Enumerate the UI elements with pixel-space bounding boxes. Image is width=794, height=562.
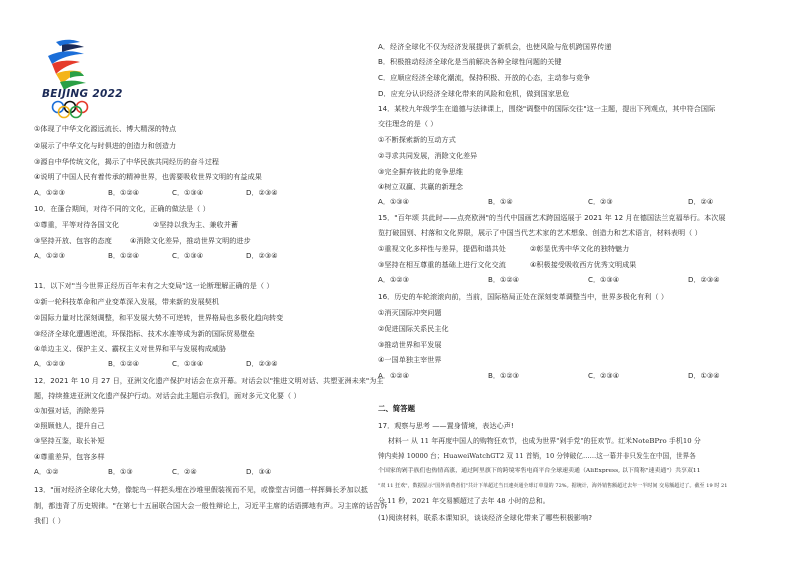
q9-option-4: ④说明了中国人民有着传承的精神世界，也需要吸收世界文明的有益成果 <box>34 172 262 181</box>
q11-option-2: ②国际力量对比深刻调整，和平发展大势不可逆转，世界格局也多极化趋向转变 <box>34 313 284 322</box>
q11-choice-c[interactable]: C．①③④ <box>172 359 204 368</box>
q12-option-2: ②照顾他人，提升自己 <box>34 421 105 430</box>
q15-choice-d[interactable]: D．②③④ <box>688 275 720 284</box>
q15-option-4: ④积极接受吸收西方优秀文明成果 <box>530 260 637 269</box>
q12-choice-b[interactable]: B．①③ <box>108 467 133 476</box>
q13-stem-line-2: 制，都违背了历史规律。"在第七十五届联合国大会一般性辩论上，习近平主席的话语掷地有声。习主席的话告诉 <box>34 501 388 510</box>
q10-option-2: ②坚持以我为主、兼收并蓄 <box>153 220 238 229</box>
q13-stem-line-1: 13．"面对经济全球化大势，像鸵鸟一样把头埋在沙堆里假装视而不见，或像堂吉诃德一样挥舞长矛加以抵 <box>34 485 368 494</box>
q17-material-line-3: 个国家的剁手族们也热情高涨，通过阿里旗下的跨境零售电商平台全球速卖通（AliExpress, 以下简称"速卖通"）共享双11 <box>378 468 701 474</box>
q17-material-line-1: 材料一 从 11 年再度中国人的购物狂欢节，也成为世界"剁手党"的狂欢节。红米NoteBPro 手机10 分 <box>388 437 701 445</box>
q11-choice-b[interactable]: B．①②④ <box>108 359 140 368</box>
q16-choice-a[interactable]: A．①②④ <box>378 371 410 380</box>
q9-choice-a[interactable]: A．①②③ <box>34 188 66 197</box>
q17-material-line-4: "双 11 狂欢"，数据显示"国外消费者们"共计下单超过当日速卖通全球订单量的 72%。据统计，海外销售额超过去年一半时间 交易额超过了。截至 19 时 21 <box>378 483 728 489</box>
q9-option-1: ①体现了中华文化源远流长、博大精深的特点 <box>34 124 177 133</box>
q9-option-2: ②展示了中华文化与时俱进的创造力和创造力 <box>34 141 177 150</box>
q16-option-4: ④一国单独主宰世界 <box>378 355 442 364</box>
q12-choice-d[interactable]: D．③④ <box>246 467 272 476</box>
q12-stem-line-2: 题，持续推进亚洲文化遗产保护行动。对话会此主题启示我们，面对多元文化要（ ） <box>34 391 301 400</box>
q13-option-c[interactable]: C．应顺应经济全球化潮流，保持积极、开放的心态，主动参与竞争 <box>378 73 591 82</box>
q14-option-2: ②寻求共同发展，消除文化差异 <box>378 151 478 160</box>
q10-option-3: ③坚持开放、包容的态度 <box>34 236 112 245</box>
q14-choice-a[interactable]: A．①③④ <box>378 197 410 206</box>
q12-stem-line-1: 12．2021 年 10 月 27 日，亚洲文化遗产保护对话会在京开幕。对话会以"推进文明对话、共塑亚洲未来"为主 <box>34 376 384 385</box>
q17-stem: 17．观察与思考 ——置身情境，表达心声! <box>378 421 514 430</box>
q14-stem-line-1: 14．某校九年级学生在道德与法律课上，围绕"调整中的国际交往"这一主题，提出下列观点，其中符合国际 <box>378 104 716 113</box>
section-heading: 二、简答题 <box>378 404 415 413</box>
q16-option-1: ①消灭国际冲突问题 <box>378 308 442 317</box>
q12-choice-a[interactable]: A．①② <box>34 467 59 476</box>
q11-option-1: ①新一轮科技革命和产业变革深入发展，带来新的发展契机 <box>34 297 220 306</box>
q14-stem-line-2: 交往理念的是（ ） <box>378 119 438 128</box>
q13-option-a[interactable]: A．经济全球化不仅为经济发展提供了新机会，也使风险与危机跨国界传递 <box>378 42 612 51</box>
q15-choice-a[interactable]: A．①②③ <box>378 275 410 284</box>
q15-option-2: ②彰显优秀中华文化的独特魅力 <box>530 244 630 253</box>
beijing-2022-emblem-logo <box>40 36 123 122</box>
q16-choice-c[interactable]: C．②③④ <box>588 371 620 380</box>
q16-option-3: ③推动世界和平发展 <box>378 340 442 349</box>
q9-choice-c[interactable]: C．①③④ <box>172 188 204 197</box>
q9-choice-b[interactable]: B．①②④ <box>108 188 140 197</box>
q15-option-3: ③坚持在相互尊重的基础上进行文化交流 <box>378 260 506 269</box>
q14-option-3: ③完全摒弃彼此的竞争思维 <box>378 167 463 176</box>
q11-choice-d[interactable]: D．②③④ <box>246 359 278 368</box>
q13-option-b[interactable]: B．积极推动经济全球化是当前解决各种全球性问题的关键 <box>378 57 562 66</box>
q16-choice-d[interactable]: D．①③④ <box>688 371 720 380</box>
q9-option-3: ③源自中华传统文化，揭示了中华民族共同经历的奋斗过程 <box>34 157 220 166</box>
q14-option-1: ①不断探索新的互动方式 <box>378 135 456 144</box>
q13-option-d[interactable]: D．应充分认识经济全球化带来的风险和危机，做到国家思危 <box>378 89 570 98</box>
q17-question-1: (1)阅读材料，联系本课知识，谈谈经济全球化带来了哪些积极影响? <box>378 513 593 522</box>
q9-choice-d[interactable]: D．②③④ <box>246 188 278 197</box>
q10-choice-a[interactable]: A．①②③ <box>34 251 66 260</box>
q11-choice-a[interactable]: A．①②③ <box>34 359 66 368</box>
q10-choice-c[interactable]: C．①③④ <box>172 251 204 260</box>
q16-stem: 16．历史的车轮滚滚向前，当前，国际格局正处在深刻变革调整当中，世界多极化有利（ ） <box>378 292 669 301</box>
q17-material-line-2: 钟内卖掉 10000 台；HuaweiWatchGT2 双 11 首销，10 分钟破亿……这一幕并非只发生在中国，世界各 <box>378 452 696 460</box>
q12-choice-c[interactable]: C．②④ <box>172 467 197 476</box>
q15-choice-c[interactable]: C．①③④ <box>588 275 620 284</box>
q17-material-line-5: 分 11 秒，2021 年交易额超过了去年 48 小时的总和。 <box>378 497 550 505</box>
q16-option-2: ②促进国际关系民主化 <box>378 324 449 333</box>
emblem-ribbon-icon <box>40 36 108 92</box>
q10-stem: 10．在蓬合期间，对待不同的文化，正确的做法是（ ） <box>34 204 210 213</box>
q12-option-3: ③坚持互鉴，取长补短 <box>34 436 105 445</box>
q11-option-3: ③经济全球化遭遇逆流，环保指标、技术水准等成为新的国际贸易壁垒 <box>34 329 255 338</box>
q13-stem-line-3: 我们（ ） <box>34 516 65 525</box>
q15-stem-line-2: 览打破国别、村落和文化界限，展示了中国当代艺术家的艺术想象、创造力和艺术语言，材料表明（ ） <box>378 228 702 237</box>
q15-option-1: ①重视文化多样性与差异，提倡和谐共处 <box>378 244 506 253</box>
q12-option-4: ④尊重差异，包容多样 <box>34 452 105 461</box>
logo-wordmark: BEIJING 2022 <box>42 88 123 100</box>
q14-option-4: ④树立双赢、共赢的新理念 <box>378 182 463 191</box>
q15-stem-line-1: 15．"百年颂 共此时——点亮欧洲"的当代中国画艺术跨国巡展于 2021 年 12 月在德国法兰克福举行。本次展 <box>378 213 726 222</box>
q11-option-4: ④单边主义、保护主义、霸权主义对世界和平与发展构成威胁 <box>34 344 227 353</box>
q10-choice-b[interactable]: B．①②④ <box>108 251 140 260</box>
q10-option-4: ④消除文化差异，推动世界文明的进步 <box>130 236 251 245</box>
q16-choice-b[interactable]: B．①②③ <box>488 371 520 380</box>
q14-choice-b[interactable]: B．①④ <box>488 197 513 206</box>
q11-stem: 11．以下对"当今世界正经历百年未有之大变局"这一论断理解正确的是（ ） <box>34 281 274 290</box>
q12-option-1: ①加强对话，消除差异 <box>34 406 105 415</box>
q10-choice-d[interactable]: D．②③④ <box>246 251 278 260</box>
q14-choice-c[interactable]: C．②③ <box>588 197 613 206</box>
q10-option-1: ①尊重，平等对待各国文化 <box>34 220 119 229</box>
q14-choice-d[interactable]: D．②④ <box>688 197 714 206</box>
olympic-rings-icon <box>50 100 98 120</box>
q15-choice-b[interactable]: B．①②④ <box>488 275 520 284</box>
